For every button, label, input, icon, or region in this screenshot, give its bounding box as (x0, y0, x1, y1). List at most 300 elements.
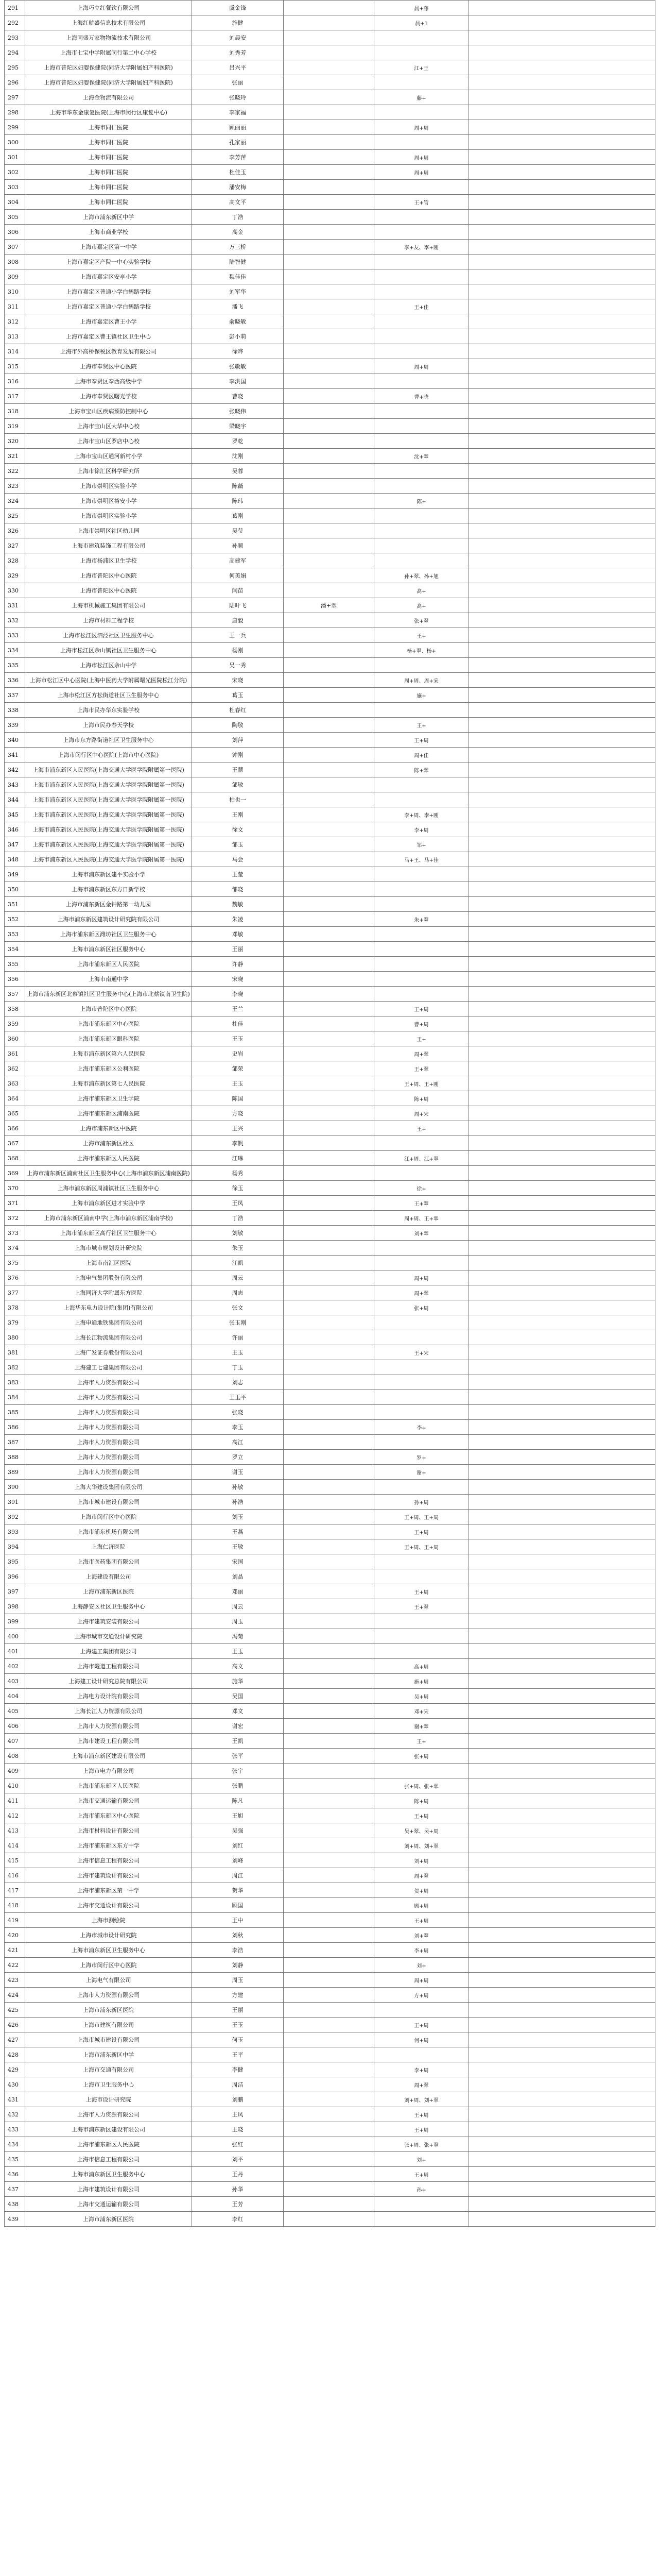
empty-cell (469, 748, 655, 762)
person-name: 刘红 (192, 1838, 284, 1853)
category-cell: 陈+周 (374, 1793, 469, 1808)
note-cell (284, 60, 374, 75)
person-name: 周玉 (192, 1614, 284, 1629)
organization-name: 上海市浦东新区浦南中学(上海市浦东新区浦南学校) (25, 1211, 192, 1226)
empty-cell (469, 1913, 655, 1928)
row-number: 397 (5, 1584, 25, 1599)
table-row (5, 822, 655, 837)
note-cell (284, 2182, 374, 2197)
organization-name: 上海市浦东新区人民医院(上海交通大学医学院附属第一医院) (25, 807, 192, 822)
table-row (5, 1046, 655, 1061)
empty-cell (469, 1883, 655, 1898)
row-number: 327 (5, 538, 25, 553)
category-cell: 王+周 (374, 1002, 469, 1016)
person-name: 王敏 (192, 1539, 284, 1554)
table-row (5, 1943, 655, 1958)
table-row (5, 1270, 655, 1285)
empty-cell (469, 1435, 655, 1450)
row-number: 428 (5, 2047, 25, 2062)
organization-name: 上海市隧道工程有限公司 (25, 1659, 192, 1674)
empty-cell (469, 329, 655, 344)
organization-name: 上海市人力资源有限公司 (25, 1435, 192, 1450)
table-row (5, 434, 655, 449)
table-row (5, 1539, 655, 1554)
row-number: 298 (5, 105, 25, 120)
category-cell (374, 897, 469, 912)
row-number: 359 (5, 1016, 25, 1031)
person-name: 周江 (192, 1868, 284, 1883)
person-name: 陈薇 (192, 479, 284, 494)
empty-cell (469, 1106, 655, 1121)
note-cell (284, 1913, 374, 1928)
row-number: 387 (5, 1435, 25, 1450)
category-cell: 施+周 (374, 1674, 469, 1689)
row-number: 417 (5, 1883, 25, 1898)
person-name: 刘军华 (192, 284, 284, 299)
organization-name: 上海市浦东新区建设有限公司 (25, 2122, 192, 2137)
category-cell: 张+翠 (374, 613, 469, 628)
person-name: 王丹 (192, 2167, 284, 2182)
empty-cell (469, 942, 655, 957)
empty-cell (469, 1450, 655, 1465)
row-number: 353 (5, 927, 25, 942)
note-cell (284, 359, 374, 374)
table-row (5, 2062, 655, 2077)
table-row (5, 195, 655, 210)
organization-name: 上海市人力资源有限公司 (25, 1719, 192, 1734)
table-row (5, 1853, 655, 1868)
row-number: 385 (5, 1405, 25, 1420)
organization-name: 上海市宝山区疾病预防控制中心 (25, 404, 192, 419)
row-number: 337 (5, 688, 25, 703)
row-number: 339 (5, 718, 25, 733)
row-number: 309 (5, 269, 25, 284)
organization-name: 上海市浦东新区医院 (25, 2003, 192, 2018)
category-cell: 陈+周 (374, 1091, 469, 1106)
category-cell (374, 703, 469, 718)
person-name: 丁玉 (192, 1360, 284, 1375)
table-row (5, 1838, 655, 1853)
row-number: 331 (5, 598, 25, 613)
category-cell (374, 344, 469, 359)
category-cell: 晨+1 (374, 15, 469, 30)
category-cell (374, 957, 469, 972)
person-name: 杜佳 (192, 1016, 284, 1031)
person-name: 丁浩 (192, 210, 284, 225)
person-name: 张鹏 (192, 1778, 284, 1793)
row-number: 296 (5, 75, 25, 90)
empty-cell (469, 1584, 655, 1599)
row-number: 404 (5, 1689, 25, 1704)
note-cell (284, 583, 374, 598)
category-cell: 周+翠 (374, 2077, 469, 2092)
empty-cell (469, 1300, 655, 1315)
table-row (5, 1958, 655, 1973)
empty-cell (469, 1898, 655, 1913)
row-number: 435 (5, 2152, 25, 2167)
note-cell (284, 1764, 374, 1778)
person-name: 刘敏 (192, 1226, 284, 1241)
empty-cell (469, 135, 655, 150)
row-number: 299 (5, 120, 25, 135)
empty-cell (469, 568, 655, 583)
person-name: 魏敏 (192, 897, 284, 912)
person-name: 高文 (192, 1659, 284, 1674)
table-row (5, 703, 655, 718)
empty-cell (469, 1151, 655, 1166)
category-cell: 王+周 (374, 2122, 469, 2137)
row-number: 312 (5, 314, 25, 329)
category-cell: 王+管 (374, 195, 469, 210)
empty-cell (469, 867, 655, 882)
row-number: 386 (5, 1420, 25, 1435)
person-name: 李芳萍 (192, 150, 284, 165)
row-number: 317 (5, 389, 25, 404)
empty-cell (469, 912, 655, 927)
category-cell: 王+ (374, 1121, 469, 1136)
category-cell: 徐+ (374, 1181, 469, 1196)
row-number: 379 (5, 1315, 25, 1330)
organization-name: 上海市城市设计研究院 (25, 1928, 192, 1943)
person-name: 张平 (192, 1749, 284, 1764)
note-cell (284, 523, 374, 538)
table-row (5, 1928, 655, 1943)
organization-name: 上海市崇明区实验小学 (25, 479, 192, 494)
empty-cell (469, 449, 655, 464)
empty-cell (469, 479, 655, 494)
row-number: 393 (5, 1524, 25, 1539)
organization-name: 上海市浦东新区人民医院(上海交通大学医学院附属第一医院) (25, 822, 192, 837)
note-cell (284, 1793, 374, 1808)
category-cell: 周+周、周+宋 (374, 673, 469, 688)
person-name: 魏佳佳 (192, 269, 284, 284)
organization-name: 上海市浦东新区人民医院 (25, 2137, 192, 2152)
empty-cell (469, 314, 655, 329)
organization-name: 上海市崇明区社区幼儿园 (25, 523, 192, 538)
row-number: 347 (5, 837, 25, 852)
empty-cell (469, 1838, 655, 1853)
note-cell (284, 1704, 374, 1719)
note-cell (284, 2197, 374, 2212)
row-number: 304 (5, 195, 25, 210)
empty-cell (469, 1405, 655, 1420)
category-cell: 张+周 (374, 1300, 469, 1315)
person-name: 刘峰 (192, 1853, 284, 1868)
table-row (5, 419, 655, 434)
row-number: 305 (5, 210, 25, 225)
note-cell (284, 613, 374, 628)
person-name: 王莹 (192, 867, 284, 882)
person-name: 王兰 (192, 1002, 284, 1016)
empty-cell (469, 165, 655, 180)
category-cell (374, 2212, 469, 2227)
empty-cell (469, 1211, 655, 1226)
category-cell: 周+周 (374, 1973, 469, 1988)
person-name: 张晓伟 (192, 404, 284, 419)
table-row (5, 1823, 655, 1838)
organization-name: 上海市嘉定区普通小学白鹤路学校 (25, 284, 192, 299)
empty-cell (469, 494, 655, 509)
organization-name: 上海市普陀区中心医院 (25, 1002, 192, 1016)
category-cell: 王+周 (374, 1524, 469, 1539)
note-cell (284, 1270, 374, 1285)
person-name: 陈国 (192, 1091, 284, 1106)
table-row (5, 1465, 655, 1480)
person-name: 吴国 (192, 1689, 284, 1704)
row-number: 374 (5, 1241, 25, 1256)
empty-cell (469, 75, 655, 90)
table-row (5, 1106, 655, 1121)
empty-cell (469, 1569, 655, 1584)
empty-cell (469, 1002, 655, 1016)
table-row (5, 882, 655, 897)
note-cell (284, 2167, 374, 2182)
table-row (5, 598, 655, 613)
table-row (5, 1002, 655, 1016)
note-cell (284, 494, 374, 509)
person-name: 王一兵 (192, 628, 284, 643)
table-row (5, 1091, 655, 1106)
person-name: 罗乾 (192, 434, 284, 449)
row-number: 345 (5, 807, 25, 822)
person-name: 李家福 (192, 105, 284, 120)
table-row (5, 1524, 655, 1539)
empty-cell (469, 1644, 655, 1659)
organization-name: 上海市信息工程有限公司 (25, 1853, 192, 1868)
empty-cell (469, 1689, 655, 1704)
empty-cell (469, 1510, 655, 1524)
row-number: 293 (5, 30, 25, 45)
note-cell (284, 972, 374, 987)
empty-cell (469, 60, 655, 75)
category-cell: 王+翠 (374, 1196, 469, 1211)
empty-cell (469, 2003, 655, 2018)
row-number: 418 (5, 1898, 25, 1913)
row-number: 300 (5, 135, 25, 150)
note-cell (284, 1345, 374, 1360)
category-cell: 王+周、王+周 (374, 1539, 469, 1554)
note-cell (284, 792, 374, 807)
organization-name: 上海市嘉定区曹王小学 (25, 314, 192, 329)
person-name: 柏也一 (192, 792, 284, 807)
empty-cell (469, 628, 655, 643)
table-row (5, 927, 655, 942)
person-name: 潘飞 (192, 299, 284, 314)
note-cell (284, 942, 374, 957)
organization-name: 上海华东电力设计院(集团)有限公司 (25, 1300, 192, 1315)
table-row (5, 762, 655, 777)
table-row (5, 777, 655, 792)
category-cell: 王+ (374, 1734, 469, 1749)
person-name: 孙敏 (192, 1480, 284, 1495)
empty-cell (469, 269, 655, 284)
empty-cell (469, 30, 655, 45)
table-row (5, 329, 655, 344)
table-row (5, 135, 655, 150)
empty-cell (469, 404, 655, 419)
person-name: 高江 (192, 1435, 284, 1450)
category-cell (374, 942, 469, 957)
table-row (5, 180, 655, 195)
category-cell: 刘+周、刘+翠 (374, 1838, 469, 1853)
note-cell (284, 314, 374, 329)
person-name: 宋晓 (192, 972, 284, 987)
category-cell (374, 1241, 469, 1256)
category-cell: 周+周 (374, 165, 469, 180)
organization-name: 上海市民办春天学校 (25, 718, 192, 733)
row-number: 427 (5, 2032, 25, 2047)
empty-cell (469, 703, 655, 718)
row-number: 329 (5, 568, 25, 583)
table-row (5, 150, 655, 165)
category-cell (374, 180, 469, 195)
person-name: 王凤 (192, 1196, 284, 1211)
organization-name: 上海市浦东新区建筑设计研究院有限公司 (25, 912, 192, 927)
row-number: 348 (5, 852, 25, 867)
row-number: 323 (5, 479, 25, 494)
person-name: 陈玮 (192, 494, 284, 509)
organization-name: 上海电气有限公司 (25, 1973, 192, 1988)
row-number: 378 (5, 1300, 25, 1315)
person-name: 彭小莉 (192, 329, 284, 344)
table-row (5, 1405, 655, 1420)
note-cell (284, 1629, 374, 1644)
person-name: 刘志 (192, 1375, 284, 1390)
table-row (5, 1181, 655, 1196)
organization-name: 上海市交通有限公司 (25, 2062, 192, 2077)
note-cell (284, 2077, 374, 2092)
note-cell (284, 449, 374, 464)
person-name: 朱玉 (192, 1241, 284, 1256)
organization-name: 上海市浦东新区人民医院(上海交通大学医学院附属第一医院) (25, 852, 192, 867)
category-cell: 周+周、王+翠 (374, 1211, 469, 1226)
category-cell: 周+周 (374, 1270, 469, 1285)
table-row (5, 538, 655, 553)
category-cell (374, 419, 469, 434)
table-row (5, 1196, 655, 1211)
table-row (5, 2032, 655, 2047)
organization-name: 上海市城市建设有限公司 (25, 1495, 192, 1510)
row-number: 301 (5, 150, 25, 165)
note-cell (284, 822, 374, 837)
row-number: 432 (5, 2107, 25, 2122)
empty-cell (469, 777, 655, 792)
organization-name: 上海市奉贤区曙光学校 (25, 389, 192, 404)
category-cell: 周+周 (374, 359, 469, 374)
category-cell: 曹+晓 (374, 389, 469, 404)
organization-name: 上海市医药集团有限公司 (25, 1554, 192, 1569)
person-name: 梁晓宇 (192, 419, 284, 434)
category-cell (374, 1315, 469, 1330)
organization-name: 上海市普陀区妇婴保健院(同济大学附属妇产科医院) (25, 75, 192, 90)
person-name: 杜佳玉 (192, 165, 284, 180)
empty-cell (469, 434, 655, 449)
table-row (5, 509, 655, 523)
empty-cell (469, 2137, 655, 2152)
table-row (5, 494, 655, 509)
organization-name: 上海市浦东新区高行社区卫生服务中心 (25, 1226, 192, 1241)
row-number: 429 (5, 2062, 25, 2077)
person-name: 闫苗 (192, 583, 284, 598)
category-cell: 孙+ (374, 2182, 469, 2197)
organization-name: 上海市浦东新区周浦镇社区卫生服务中心 (25, 1181, 192, 1196)
category-cell (374, 1166, 469, 1181)
note-cell (284, 299, 374, 314)
organization-name: 上海市宝山区大华中心校 (25, 419, 192, 434)
organization-name: 上海市东方路街道社区卫生服务中心 (25, 733, 192, 748)
empty-cell (469, 2167, 655, 2182)
empty-cell (469, 733, 655, 748)
organization-name: 上海电气集团股份有限公司 (25, 1270, 192, 1285)
table-row (5, 658, 655, 673)
person-name: 周云 (192, 1599, 284, 1614)
note-cell (284, 568, 374, 583)
empty-cell (469, 822, 655, 837)
row-number: 375 (5, 1256, 25, 1270)
table-row (5, 210, 655, 225)
table-row (5, 1061, 655, 1076)
category-cell: 李+友、李+刚 (374, 240, 469, 255)
table-row (5, 987, 655, 1002)
row-number: 325 (5, 509, 25, 523)
table-row (5, 240, 655, 255)
table-row (5, 105, 655, 120)
table-row (5, 673, 655, 688)
empty-cell (469, 1420, 655, 1435)
note-cell (284, 897, 374, 912)
row-number: 433 (5, 2122, 25, 2137)
empty-cell (469, 1181, 655, 1196)
row-number: 310 (5, 284, 25, 299)
note-cell (284, 1853, 374, 1868)
empty-cell (469, 464, 655, 479)
empty-cell (469, 2077, 655, 2092)
table-row (5, 2018, 655, 2032)
category-cell (374, 269, 469, 284)
table-row (5, 1898, 655, 1913)
note-cell (284, 1360, 374, 1375)
empty-cell (469, 598, 655, 613)
table-row (5, 2122, 655, 2137)
table-row (5, 269, 655, 284)
note-cell (284, 2152, 374, 2167)
organization-name: 上海市浦东新区第七人民医院 (25, 1076, 192, 1091)
empty-cell (469, 1, 655, 15)
empty-cell (469, 344, 655, 359)
category-cell (374, 45, 469, 60)
table-row (5, 45, 655, 60)
table-row (5, 1778, 655, 1793)
category-cell (374, 1629, 469, 1644)
row-number: 306 (5, 225, 25, 240)
empty-cell (469, 1046, 655, 1061)
table-row (5, 2152, 655, 2167)
category-cell: 朱+翠 (374, 912, 469, 927)
organization-name: 上海市浦东新区人民医院(上海交通大学医学院附属第一医院) (25, 837, 192, 852)
row-number: 370 (5, 1181, 25, 1196)
empty-cell (469, 688, 655, 703)
organization-name: 上海市普陀区中心医院 (25, 583, 192, 598)
person-name: 孔家丽 (192, 135, 284, 150)
note-cell (284, 628, 374, 643)
note-cell (284, 1734, 374, 1749)
person-name: 高金 (192, 225, 284, 240)
table-row (5, 1644, 655, 1659)
category-cell (374, 882, 469, 897)
empty-cell (469, 45, 655, 60)
empty-cell (469, 240, 655, 255)
person-name: 陆智健 (192, 255, 284, 269)
